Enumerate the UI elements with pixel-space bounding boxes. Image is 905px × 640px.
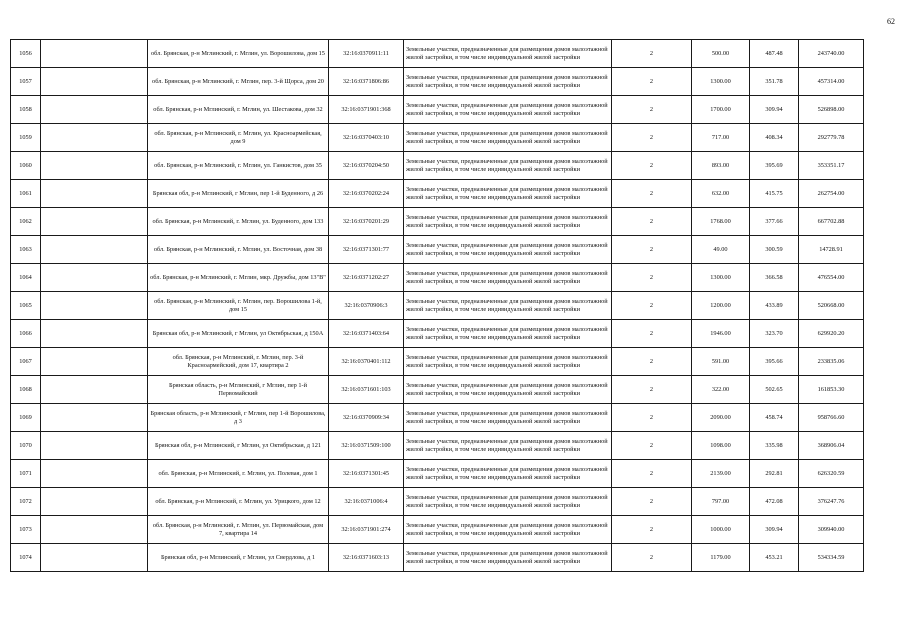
cadastral-value-cell: 14728.91 [799, 236, 864, 264]
area-cell: 2090.00 [692, 404, 750, 432]
cadastral-number-cell: 32:16:0371403:64 [329, 320, 404, 348]
land-use-cell: Земельные участки, предназначенные для размещения домов малоэтажной жилой застройки, в том числе индивидуальной жилой застройки [404, 236, 612, 264]
blank-cell [41, 152, 148, 180]
table-row [11, 96, 864, 124]
cadastral-value-cell: 526898.00 [799, 96, 864, 124]
row-number-cell: 1067 [11, 348, 41, 376]
table-row [11, 320, 864, 348]
cadastral-number-cell: 32:16:0370401:112 [329, 348, 404, 376]
land-use-cell: Земельные участки, предназначенные для размещения домов малоэтажной жилой застройки, в том числе индивидуальной жилой застройки [404, 404, 612, 432]
cadastral-number-cell: 32:16:0371006:4 [329, 488, 404, 516]
blank-cell [41, 264, 148, 292]
address-cell: обл. Брянская, р-н Мглинский, г. Мглин, ул. Красноармейская, дом 9 [148, 124, 329, 152]
specific-value-cell: 309.94 [750, 516, 799, 544]
row-number-cell: 1057 [11, 68, 41, 96]
table-row [11, 292, 864, 320]
cadastral-number-cell: 32:16:0370201:29 [329, 208, 404, 236]
table-row [11, 376, 864, 404]
cadastral-number-cell: 32:16:0371603:13 [329, 544, 404, 572]
area-cell: 1300.00 [692, 264, 750, 292]
blank-cell [41, 124, 148, 152]
area-cell: 1200.00 [692, 292, 750, 320]
table-row [11, 68, 864, 96]
address-cell: Брянская обл, р-н Мглинский, г Мглин, пер 1-й Буденного, д 26 [148, 180, 329, 208]
cadastral-value-cell: 292779.78 [799, 124, 864, 152]
cadastral-number-cell: 32:16:0370906:3 [329, 292, 404, 320]
area-cell: 893.00 [692, 152, 750, 180]
land-use-cell: Земельные участки, предназначенные для размещения домов малоэтажной жилой застройки, в том числе индивидуальной жилой застройки [404, 152, 612, 180]
table-row [11, 152, 864, 180]
cadastral-value-cell: 958766.60 [799, 404, 864, 432]
category-cell: 2 [612, 460, 692, 488]
address-cell: обл. Брянская, р-н Мглинский, г. Мглин, мкр. Дружбы, дом 13"В" [148, 264, 329, 292]
specific-value-cell: 487.48 [750, 40, 799, 68]
cadastral-number-cell: 32:16:0371301:77 [329, 236, 404, 264]
blank-cell [41, 432, 148, 460]
land-use-cell: Земельные участки, предназначенные для размещения домов малоэтажной жилой застройки, в том числе индивидуальной жилой застройки [404, 40, 612, 68]
specific-value-cell: 377.66 [750, 208, 799, 236]
table-row [11, 348, 864, 376]
category-cell: 2 [612, 404, 692, 432]
area-cell: 500.00 [692, 40, 750, 68]
cadastral-number-cell: 32:16:0370911:11 [329, 40, 404, 68]
blank-cell [41, 40, 148, 68]
category-cell: 2 [612, 292, 692, 320]
cadastral-number-cell: 32:16:0371806:86 [329, 68, 404, 96]
row-number-cell: 1062 [11, 208, 41, 236]
cadastral-number-cell: 32:16:0370204:50 [329, 152, 404, 180]
land-use-cell: Земельные участки, предназначенные для размещения домов малоэтажной жилой застройки, в том числе индивидуальной жилой застройки [404, 208, 612, 236]
cadastral-number-cell: 32:16:0370403:10 [329, 124, 404, 152]
row-number-cell: 1056 [11, 40, 41, 68]
cadastral-value-cell: 353351.17 [799, 152, 864, 180]
land-use-cell: Земельные участки, предназначенные для размещения домов малоэтажной жилой застройки, в том числе индивидуальной жилой застройки [404, 544, 612, 572]
specific-value-cell: 300.59 [750, 236, 799, 264]
blank-cell [41, 292, 148, 320]
cadastral-number-cell: 32:16:0371901:274 [329, 516, 404, 544]
land-use-cell: Земельные участки, предназначенные для размещения домов малоэтажной жилой застройки, в том числе индивидуальной жилой застройки [404, 348, 612, 376]
cadastral-number-cell: 32:16:0370202:24 [329, 180, 404, 208]
blank-cell [41, 68, 148, 96]
row-number-cell: 1068 [11, 376, 41, 404]
address-cell: обл. Брянская, р-н Мглинский, г. Мглин, ул. Ворошилова, дом 15 [148, 40, 329, 68]
address-cell: обл. Брянская, р-н Мглинский, г. Мглин, ул. Шестакова, дом 32 [148, 96, 329, 124]
land-use-cell: Земельные участки, предназначенные для размещения домов малоэтажной жилой застройки, в том числе индивидуальной жилой застройки [404, 376, 612, 404]
cadastral-value-cell: 629920.20 [799, 320, 864, 348]
cadastral-number-cell: 32:16:0371901:368 [329, 96, 404, 124]
land-use-cell: Земельные участки, предназначенные для размещения домов малоэтажной жилой застройки, в том числе индивидуальной жилой застройки [404, 68, 612, 96]
specific-value-cell: 415.75 [750, 180, 799, 208]
category-cell: 2 [612, 432, 692, 460]
area-cell: 632.00 [692, 180, 750, 208]
category-cell: 2 [612, 180, 692, 208]
table-body [11, 40, 864, 572]
land-use-cell: Земельные участки, предназначенные для размещения домов малоэтажной жилой застройки, в том числе индивидуальной жилой застройки [404, 264, 612, 292]
blank-cell [41, 208, 148, 236]
area-cell: 322.00 [692, 376, 750, 404]
address-cell: Брянская область, р-н Мглинский, г Мглин, пер 1-й Первомайский [148, 376, 329, 404]
cadastral-value-cell: 243740.00 [799, 40, 864, 68]
address-cell: обл. Брянская, р-н Мглинский, г. Мглин, пер. 3-й Щорса, дом 20 [148, 68, 329, 96]
land-use-cell: Земельные участки, предназначенные для размещения домов малоэтажной жилой застройки, в том числе индивидуальной жилой застройки [404, 96, 612, 124]
blank-cell [41, 96, 148, 124]
specific-value-cell: 395.69 [750, 152, 799, 180]
table-row [11, 460, 864, 488]
specific-value-cell: 408.34 [750, 124, 799, 152]
land-use-cell: Земельные участки, предназначенные для размещения домов малоэтажной жилой застройки, в том числе индивидуальной жилой застройки [404, 180, 612, 208]
category-cell: 2 [612, 516, 692, 544]
address-cell: Брянская обл, р-н Мглинский, г Мглин, ул Октябрьская, д 150А [148, 320, 329, 348]
cadastral-number-cell: 32:16:0370909:34 [329, 404, 404, 432]
category-cell: 2 [612, 348, 692, 376]
cadastral-value-cell: 161853.30 [799, 376, 864, 404]
address-cell: Брянская область, р-н Мглинский, г Мглин, пер 1-й Ворошилова, д 3 [148, 404, 329, 432]
address-cell: обл. Брянская, р-н Мглинский, г. Мглин, ул. Полевая, дом 1 [148, 460, 329, 488]
row-number-cell: 1060 [11, 152, 41, 180]
specific-value-cell: 351.78 [750, 68, 799, 96]
cadastral-value-cell: 376247.76 [799, 488, 864, 516]
land-use-cell: Земельные участки, предназначенные для размещения домов малоэтажной жилой застройки, в том числе индивидуальной жилой застройки [404, 432, 612, 460]
cadastral-value-cell: 368906.04 [799, 432, 864, 460]
table-row [11, 40, 864, 68]
table-row [11, 124, 864, 152]
area-cell: 1300.00 [692, 68, 750, 96]
table-row [11, 404, 864, 432]
land-use-cell: Земельные участки, предназначенные для размещения домов малоэтажной жилой застройки, в том числе индивидуальной жилой застройки [404, 460, 612, 488]
area-cell: 591.00 [692, 348, 750, 376]
area-cell: 1768.00 [692, 208, 750, 236]
land-use-cell: Земельные участки, предназначенные для размещения домов малоэтажной жилой застройки, в том числе индивидуальной жилой застройки [404, 320, 612, 348]
row-number-cell: 1066 [11, 320, 41, 348]
blank-cell [41, 348, 148, 376]
blank-cell [41, 488, 148, 516]
cadastral-value-cell: 309940.00 [799, 516, 864, 544]
area-cell: 2139.00 [692, 460, 750, 488]
cadastral-value-cell: 457314.00 [799, 68, 864, 96]
category-cell: 2 [612, 68, 692, 96]
table-row [11, 488, 864, 516]
row-number-cell: 1065 [11, 292, 41, 320]
cadastral-value-table [10, 39, 864, 572]
cadastral-value-cell: 262754.00 [799, 180, 864, 208]
specific-value-cell: 309.94 [750, 96, 799, 124]
address-cell: обл. Брянская, р-н Мглинский, г. Мглин, пер. 3-й Красноармейский, дом 17, квартира 2 [148, 348, 329, 376]
category-cell: 2 [612, 488, 692, 516]
land-use-cell: Земельные участки, предназначенные для размещения домов малоэтажной жилой застройки, в том числе индивидуальной жилой застройки [404, 292, 612, 320]
row-number-cell: 1063 [11, 236, 41, 264]
specific-value-cell: 366.58 [750, 264, 799, 292]
land-use-cell: Земельные участки, предназначенные для размещения домов малоэтажной жилой застройки, в том числе индивидуальной жилой застройки [404, 124, 612, 152]
address-cell: обл. Брянская, р-н Мглинский, г. Мглин, ул. Восточная, дом 38 [148, 236, 329, 264]
specific-value-cell: 335.98 [750, 432, 799, 460]
cadastral-number-cell: 32:16:0371509:100 [329, 432, 404, 460]
area-cell: 1179.00 [692, 544, 750, 572]
blank-cell [41, 320, 148, 348]
blank-cell [41, 516, 148, 544]
row-number-cell: 1058 [11, 96, 41, 124]
category-cell: 2 [612, 208, 692, 236]
specific-value-cell: 292.81 [750, 460, 799, 488]
row-number-cell: 1069 [11, 404, 41, 432]
cadastral-number-cell: 32:16:0371202:27 [329, 264, 404, 292]
category-cell: 2 [612, 264, 692, 292]
row-number-cell: 1070 [11, 432, 41, 460]
area-cell: 1000.00 [692, 516, 750, 544]
row-number-cell: 1074 [11, 544, 41, 572]
category-cell: 2 [612, 376, 692, 404]
blank-cell [41, 544, 148, 572]
address-cell: Брянская обл, р-н Мглинский, г Мглин, ул Свердлова, д 1 [148, 544, 329, 572]
table-row [11, 544, 864, 572]
address-cell: обл. Брянская, р-н Мглинский, г. Мглин, пер. Ворошилова 1-й, дом 15 [148, 292, 329, 320]
specific-value-cell: 453.21 [750, 544, 799, 572]
table-row [11, 208, 864, 236]
category-cell: 2 [612, 236, 692, 264]
row-number-cell: 1071 [11, 460, 41, 488]
address-cell: обл. Брянская, р-н Мглинский, г. Мглин, ул. Ганкистов, дом 35 [148, 152, 329, 180]
category-cell: 2 [612, 152, 692, 180]
specific-value-cell: 395.66 [750, 348, 799, 376]
area-cell: 1700.00 [692, 96, 750, 124]
page-number: 62 [887, 17, 895, 26]
specific-value-cell: 323.70 [750, 320, 799, 348]
table-row [11, 516, 864, 544]
specific-value-cell: 502.65 [750, 376, 799, 404]
area-cell: 1098.00 [692, 432, 750, 460]
category-cell: 2 [612, 40, 692, 68]
category-cell: 2 [612, 544, 692, 572]
cadastral-value-cell: 534334.59 [799, 544, 864, 572]
land-use-cell: Земельные участки, предназначенные для размещения домов малоэтажной жилой застройки, в том числе индивидуальной жилой застройки [404, 516, 612, 544]
specific-value-cell: 433.89 [750, 292, 799, 320]
area-cell: 49.00 [692, 236, 750, 264]
cadastral-value-cell: 520668.00 [799, 292, 864, 320]
cadastral-value-cell: 476554.00 [799, 264, 864, 292]
address-cell: обл. Брянская, р-н Мглинский, г. Мглин, ул. Урицкого, дом 12 [148, 488, 329, 516]
area-cell: 797.00 [692, 488, 750, 516]
row-number-cell: 1061 [11, 180, 41, 208]
cadastral-number-cell: 32:16:0371601:103 [329, 376, 404, 404]
row-number-cell: 1072 [11, 488, 41, 516]
blank-cell [41, 180, 148, 208]
address-cell: Брянская обл, р-н Мглинский, г Мглин, ул Октябрьская, д 121 [148, 432, 329, 460]
blank-cell [41, 376, 148, 404]
row-number-cell: 1073 [11, 516, 41, 544]
land-use-cell: Земельные участки, предназначенные для размещения домов малоэтажной жилой застройки, в том числе индивидуальной жилой застройки [404, 488, 612, 516]
address-cell: обл. Брянская, р-н Мглинский, г. Мглин, ул. Первомайская, дом 7, квартира 14 [148, 516, 329, 544]
row-number-cell: 1059 [11, 124, 41, 152]
table-row [11, 180, 864, 208]
table-row [11, 432, 864, 460]
blank-cell [41, 460, 148, 488]
table-row [11, 264, 864, 292]
specific-value-cell: 472.08 [750, 488, 799, 516]
blank-cell [41, 236, 148, 264]
category-cell: 2 [612, 96, 692, 124]
blank-cell [41, 404, 148, 432]
row-number-cell: 1064 [11, 264, 41, 292]
area-cell: 717.00 [692, 124, 750, 152]
cadastral-value-cell: 626320.59 [799, 460, 864, 488]
cadastral-number-cell: 32:16:0371301:45 [329, 460, 404, 488]
cadastral-value-cell: 233835.06 [799, 348, 864, 376]
category-cell: 2 [612, 124, 692, 152]
area-cell: 1946.00 [692, 320, 750, 348]
cadastral-value-cell: 667702.88 [799, 208, 864, 236]
table-row [11, 236, 864, 264]
category-cell: 2 [612, 320, 692, 348]
address-cell: обл. Брянская, р-н Мглинский, г. Мглин, ул. Буденного, дом 133 [148, 208, 329, 236]
specific-value-cell: 458.74 [750, 404, 799, 432]
